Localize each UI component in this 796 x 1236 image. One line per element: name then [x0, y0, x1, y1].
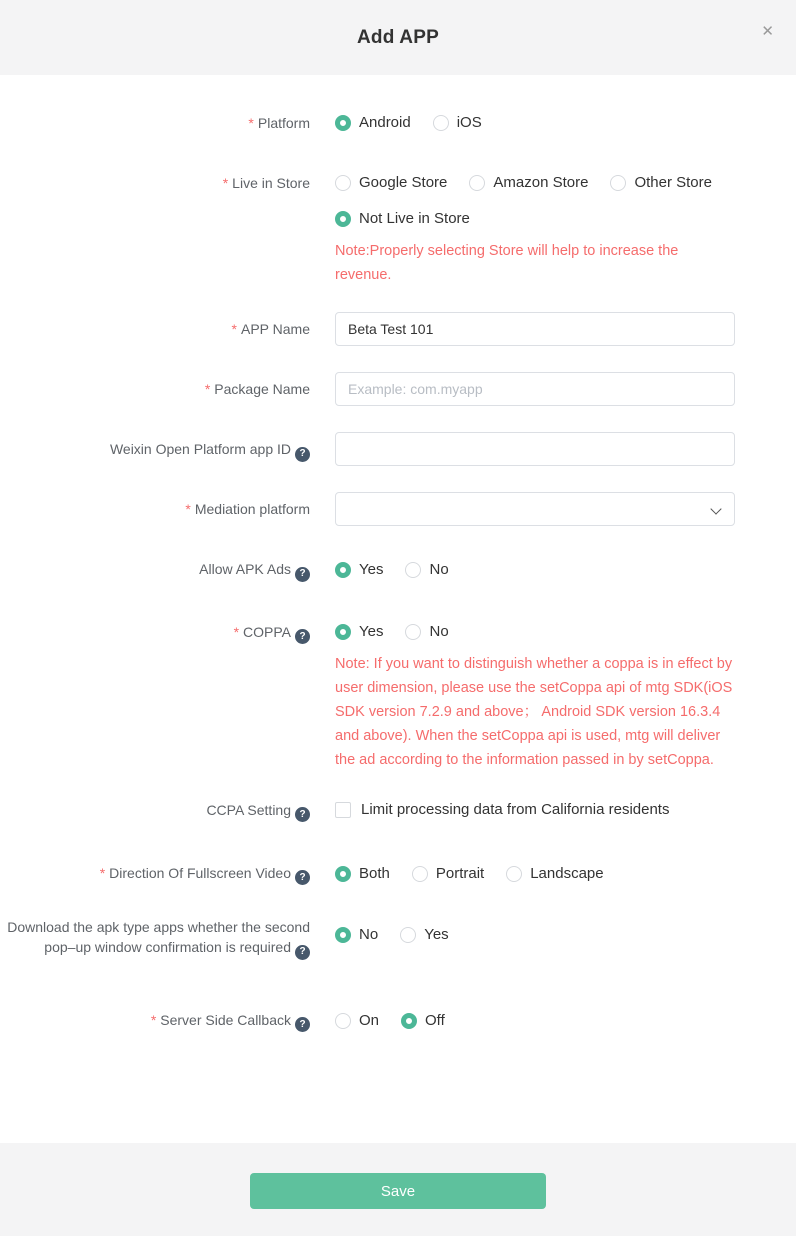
radio-unselected-icon [405, 624, 421, 640]
radio-label: Yes [424, 926, 449, 943]
radio-selected-icon [335, 624, 351, 640]
live-in-store-note: Note:Properly selecting Store will help to increase the revenue. [335, 243, 679, 283]
app-name-label: * APP Name [231, 321, 310, 337]
radio-unselected-icon [335, 1013, 351, 1029]
help-icon[interactable]: ? [295, 945, 310, 960]
live-in-store-radio-group [335, 173, 735, 193]
radio-label: iOS [456, 114, 482, 131]
radio-direction-portrait[interactable] [412, 864, 484, 884]
radio-unselected-icon [405, 562, 421, 578]
required-marker: * [99, 864, 106, 881]
allow-apk-ads-radio-group [335, 560, 735, 580]
required-marker: * [233, 623, 240, 640]
required-marker: * [231, 321, 237, 337]
coppa-radio-group [335, 622, 735, 642]
radio-label: Both [359, 864, 390, 882]
coppa-label: * COPPA ? [0, 622, 310, 645]
radio-label: Amazon Store [493, 174, 589, 191]
radio-unselected-icon [400, 927, 416, 943]
radio-unselected-icon [610, 175, 626, 191]
form-row-platform [0, 113, 796, 133]
form-row-coppa [0, 622, 796, 772]
form-row-weixin-app-id [0, 432, 796, 466]
radio-label: Off [425, 1011, 445, 1029]
radio-selected-icon [335, 211, 351, 227]
form-row-app-name [0, 312, 796, 346]
live-in-store-label: * Live in Store [222, 175, 310, 191]
radio-label: No [429, 622, 449, 640]
apk-download-confirm-label: Download the apk type apps whether the second pop–up window confirmation is required ? [0, 917, 310, 960]
radio-apk-confirm-no[interactable] [335, 925, 378, 945]
radio-label: Landscape [530, 864, 604, 882]
radio-label: Not Live in Store [359, 210, 470, 227]
radio-coppa-yes[interactable] [335, 622, 383, 642]
direction-label: * Direction Of Fullscreen Video ? [0, 863, 310, 886]
mediation-platform-select[interactable] [335, 492, 735, 526]
coppa-note: Note: If you want to distinguish whether a coppa is in effect by user dimension, please use the setCoppa api of mtg SDK(iOS SDK version 7.2.9 and above； Android SDK version 16.3.4 and above). When the setCoppa api is used, mtg will deliver the ad according to the information passed in by setCoppa. [335, 655, 733, 768]
required-marker: * [150, 1011, 157, 1028]
chevron-down-icon [710, 503, 721, 514]
radio-callback-on[interactable] [335, 1011, 379, 1031]
package-name-label: * Package Name [204, 381, 310, 397]
dialog-title: Add APP [357, 26, 439, 48]
package-name-input[interactable] [335, 372, 735, 406]
server-side-callback-label: * Server Side Callback ? [0, 1010, 310, 1033]
radio-label: Yes [359, 622, 384, 640]
apk-download-confirm-radio-group [335, 925, 735, 945]
radio-selected-icon [335, 115, 351, 131]
radio-label: Portrait [435, 864, 485, 882]
radio-callback-off[interactable] [401, 1011, 445, 1031]
form-row-ccpa [0, 800, 796, 823]
form-row-direction-fullscreen-video [0, 863, 796, 886]
radio-selected-icon [335, 866, 351, 882]
radio-not-live-in-store[interactable] [335, 209, 470, 229]
checkbox-label: Limit processing data from California residents [361, 800, 670, 818]
platform-label: * Platform [248, 115, 310, 131]
radio-label: Other Store [634, 174, 712, 191]
radio-label: Android [359, 114, 411, 131]
form-row-server-side-callback [0, 1010, 796, 1033]
form-row-live-in-store [0, 173, 796, 287]
form-row-mediation-platform [0, 492, 796, 526]
form-row-package-name [0, 372, 796, 406]
close-icon[interactable]: ✕ [761, 23, 774, 40]
ccpa-label: CCPA Setting ? [0, 800, 310, 823]
save-button[interactable]: Save [250, 1173, 546, 1209]
add-app-form [0, 75, 796, 1032]
radio-selected-icon [401, 1013, 417, 1029]
checkbox-unchecked-icon [335, 802, 351, 818]
radio-selected-icon [335, 927, 351, 943]
radio-apk-confirm-yes[interactable] [400, 925, 448, 945]
allow-apk-ads-label: Allow APK Ads ? [0, 559, 310, 582]
help-icon[interactable]: ? [295, 567, 310, 582]
radio-direction-both[interactable] [335, 864, 390, 884]
radio-allow-apk-no[interactable] [405, 560, 448, 580]
radio-direction-landscape[interactable] [506, 864, 603, 884]
radio-label: No [429, 561, 449, 579]
radio-platform-android[interactable] [335, 113, 411, 133]
help-icon[interactable]: ? [295, 447, 310, 462]
app-name-input[interactable] [335, 312, 735, 346]
radio-coppa-no[interactable] [405, 622, 448, 642]
radio-allow-apk-yes[interactable] [335, 560, 383, 580]
radio-unselected-icon [469, 175, 485, 191]
required-marker: * [222, 175, 229, 191]
radio-label: Google Store [359, 174, 448, 191]
required-marker: * [204, 381, 211, 397]
required-marker: * [185, 501, 191, 517]
radio-other-store[interactable] [610, 173, 712, 193]
radio-label: On [359, 1011, 380, 1029]
form-row-allow-apk-ads [0, 559, 796, 582]
ccpa-checkbox[interactable] [335, 800, 669, 820]
radio-unselected-icon [412, 866, 428, 882]
server-side-callback-radio-group [335, 1011, 735, 1031]
radio-label: Yes [359, 561, 384, 579]
form-row-apk-download-confirm [0, 917, 796, 960]
live-in-store-radio-group-line2 [335, 209, 735, 229]
direction-radio-group [335, 864, 735, 884]
help-icon[interactable]: ? [295, 870, 310, 885]
help-icon[interactable]: ? [295, 629, 310, 644]
mediation-platform-label: * Mediation platform [185, 501, 310, 517]
required-marker: * [248, 115, 254, 131]
radio-unselected-icon [506, 866, 522, 882]
help-icon[interactable]: ? [295, 807, 310, 822]
platform-radio-group [335, 113, 735, 133]
dialog-footer [0, 1143, 796, 1236]
dialog-header [0, 0, 796, 75]
radio-amazon-store[interactable] [469, 173, 588, 193]
radio-unselected-icon [335, 175, 351, 191]
radio-unselected-icon [433, 115, 449, 131]
radio-google-store[interactable] [335, 173, 447, 193]
radio-label: No [359, 926, 379, 943]
weixin-app-id-input[interactable] [335, 432, 735, 466]
radio-selected-icon [335, 562, 351, 578]
weixin-app-id-label: Weixin Open Platform app ID ? [0, 432, 310, 462]
radio-platform-ios[interactable] [433, 113, 482, 133]
help-icon[interactable]: ? [295, 1017, 310, 1032]
